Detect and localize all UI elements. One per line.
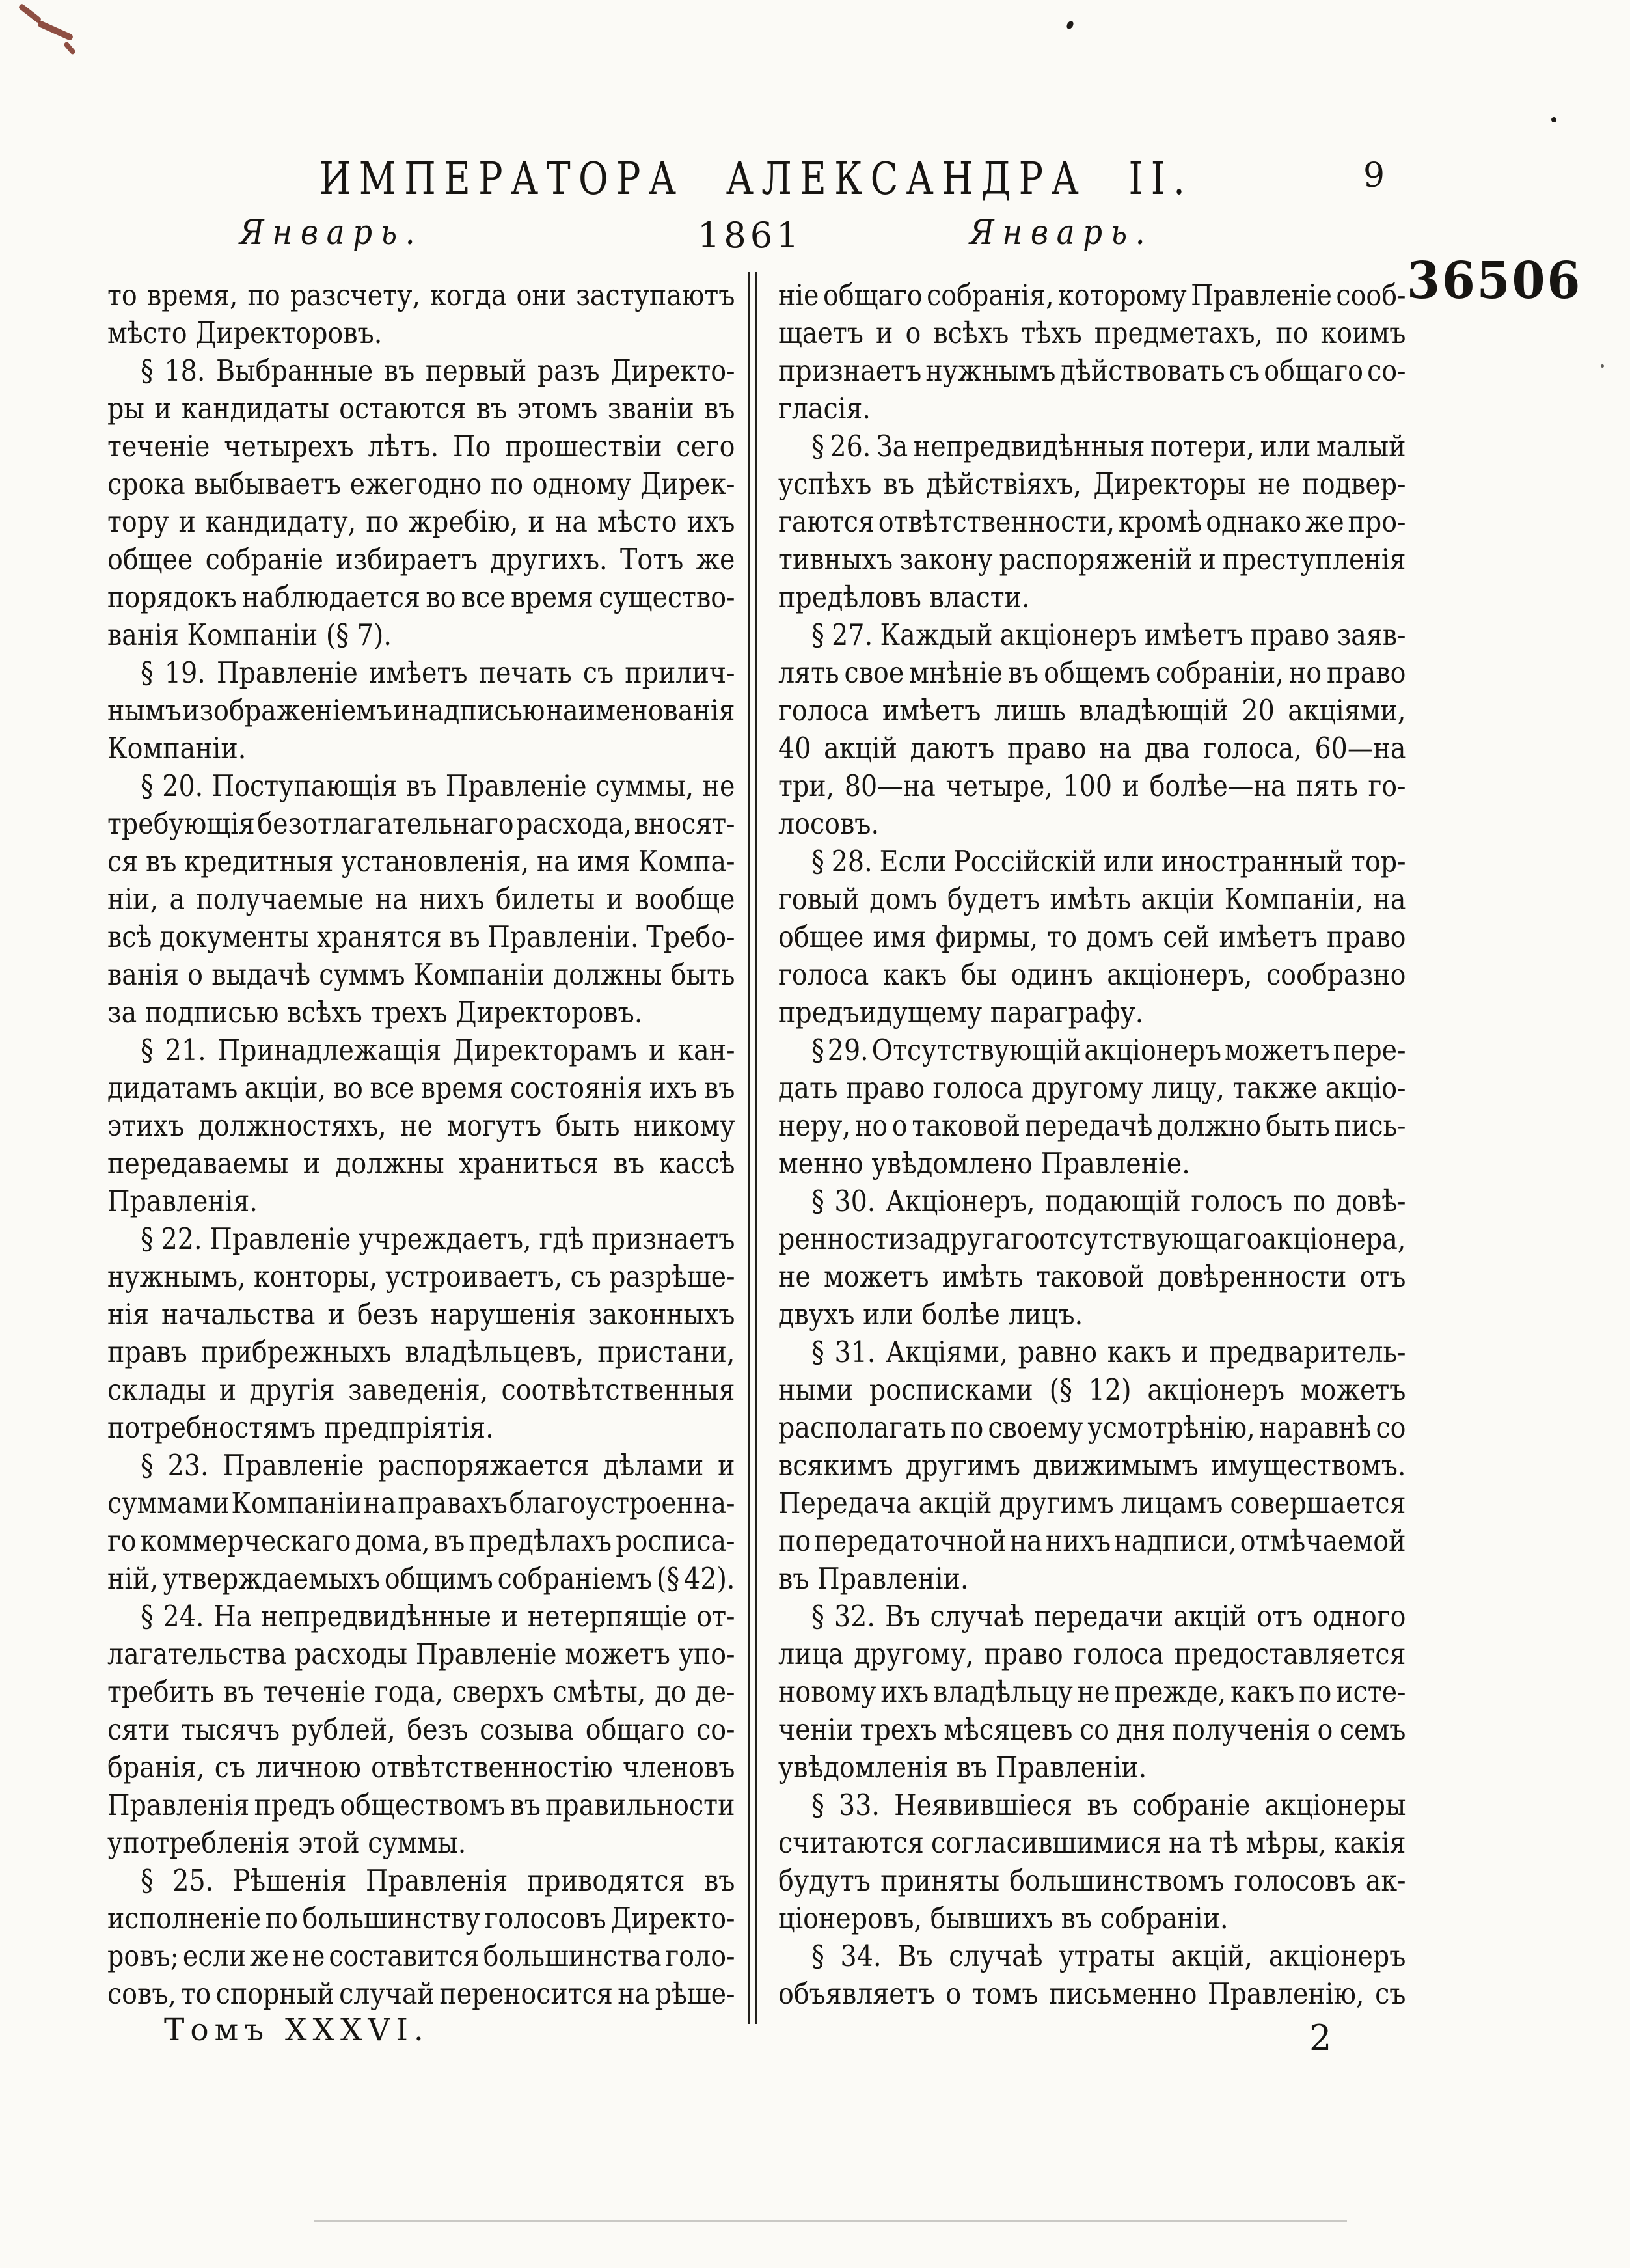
page-number: 9 — [1363, 156, 1385, 195]
text-line: § 31. Акціями, равно какъ и предваритель- — [811, 1335, 1406, 1369]
text-line: ры и кандидаты остаются въ этомъ званіи въ — [107, 391, 735, 426]
scan-artifact-line — [314, 2220, 1347, 2222]
text-line: § 28. Если Россійскій или иностранный тор- — [811, 844, 1406, 879]
text-line: три, 80—на четыре, 100 и болѣе—на пять го- — [778, 769, 1406, 803]
text-line: ній, утверждаемыхъ общимъ собраніемъ (§ 42). — [107, 1561, 735, 1596]
ink-mark — [18, 3, 42, 24]
text-line: § 21. Принадлежащія Директорамъ и кан- — [141, 1033, 735, 1067]
text-line: неру, но о таковой передачѣ должно быть пись- — [778, 1108, 1406, 1143]
text-line: голоса имѣетъ лишь владѣющій 20 акціями, — [778, 693, 1406, 728]
text-line: бранія, съ личною отвѣтственностію членовъ — [107, 1750, 735, 1784]
text-line: употребленія этой суммы. — [107, 1825, 467, 1860]
text-line: ціонеровъ, бывшихъ въ собраніи. — [778, 1901, 1229, 1935]
text-line: общее собраніе избираетъ другихъ. Тотъ же — [107, 542, 735, 577]
text-line: объявляетъ о томъ письменно Правленію, съ — [778, 1976, 1406, 2011]
month-label-left: Январь. — [239, 213, 424, 253]
text-line: гласія. — [778, 391, 871, 426]
text-line: § 33. Неявившіеся въ собраніе акціонеры — [811, 1788, 1406, 1822]
text-line: общее имя фирмы, то домъ сей имѣетъ право — [778, 920, 1406, 954]
text-line: теченіе четырехъ лѣтъ. По прошествіи сего — [107, 429, 735, 463]
text-line: § 27. Каждый акціонеръ имѣетъ право заяв- — [811, 618, 1406, 652]
text-line: дать право голоса другому лицу, также акціо- — [778, 1071, 1406, 1105]
text-line: ванія Компаніи (§ 7). — [107, 618, 392, 652]
text-line: увѣдомленія въ Правленіи. — [778, 1750, 1147, 1784]
text-line: предѣловъ власти. — [778, 580, 1030, 614]
text-line: тору и кандидату, по жребію, и на мѣсто ихъ — [107, 504, 735, 539]
text-line: § 32. Въ случаѣ передачи акцій отъ одного — [811, 1599, 1406, 1633]
text-line: говый домъ будетъ имѣть акціи Компаніи, на — [778, 882, 1406, 916]
text-line: голоса какъ бы одинъ акціонеръ, сообразно — [778, 957, 1406, 992]
text-line: мѣсто Директоровъ. — [107, 316, 383, 350]
text-line: Правленія предъ обществомъ въ правильности — [107, 1788, 735, 1822]
text-line: ченіи трехъ мѣсяцевъ со дня полученія о семъ — [778, 1712, 1406, 1747]
text-line: ся въ кредитныя установленія, на имя Компа- — [107, 844, 735, 879]
text-line: срока выбываетъ ежегодно по одному Дирек- — [107, 467, 735, 501]
text-line: признаетъ нужнымъ дѣйствовать съ общаго со- — [778, 353, 1406, 388]
text-line: 40 акцій даютъ право на два голоса, 60—на — [778, 731, 1406, 765]
text-line: исполненіе по большинству голосовъ Директо- — [107, 1901, 735, 1935]
text-line: не можетъ имѣть таковой довѣренности отъ — [778, 1259, 1406, 1294]
text-line: будутъ приняты большинствомъ голосовъ ак- — [778, 1863, 1406, 1898]
text-line: Передача акцій другимъ лицамъ совершается — [778, 1486, 1406, 1520]
ink-mark — [36, 20, 74, 42]
text-line: Правленія. — [107, 1184, 258, 1218]
text-line: § 22. Правленіе учреждаетъ, гдѣ признаетъ — [141, 1222, 735, 1256]
text-line: потребностямъ предпріятія. — [107, 1410, 494, 1445]
text-line: менно увѣдомлено Правленіе. — [778, 1146, 1190, 1181]
text-line: въ Правленіи. — [778, 1561, 969, 1596]
month-label-right: Январь. — [970, 213, 1154, 253]
text-line: успѣхъ въ дѣйствіяхъ, Директоры не подвер- — [778, 467, 1406, 501]
text-line: § 29. Отсутствующій акціонеръ можетъ пере- — [811, 1033, 1406, 1067]
text-line: предъидущему параграфу. — [778, 995, 1144, 1030]
year-label: 1861 — [698, 215, 803, 256]
text-line: располагать по своему усмотрѣнію, наравнѣ со — [778, 1410, 1406, 1445]
text-line: § 30. Акціонеръ, подающій голосъ по довѣ- — [811, 1184, 1406, 1218]
text-line: тивныхъ закону распоряженій и преступленія — [778, 542, 1406, 577]
text-line: нія начальства и безъ нарушенія законныхъ — [107, 1297, 735, 1332]
text-line: § 23. Правленіе распоряжается дѣлами и — [141, 1448, 735, 1482]
text-line: ніи, а получаемые на нихъ билеты и вообще — [107, 882, 735, 916]
text-line: Компаніи. — [107, 731, 247, 765]
text-line: § 19. Правленіе имѣетъ печать съ прилич- — [141, 655, 735, 690]
text-line: всякимъ другимъ движимымъ имуществомъ. — [778, 1448, 1406, 1482]
text-line: ными росписками (§ 12) акціонеръ можетъ — [778, 1373, 1406, 1407]
text-line: суммами Компаніи на правахъ благоустроенна- — [107, 1486, 735, 1520]
text-line: ніе общаго собранія, которому Правленіе сооб- — [778, 278, 1406, 312]
text-line: ренности за другаго отсутствующаго акціонера, — [778, 1222, 1406, 1256]
text-line: правъ прибрежныхъ владѣльцевъ, пристани, — [107, 1335, 735, 1369]
text-line: § 18. Выбранные въ первый разъ Директо- — [141, 353, 735, 388]
text-line: го коммерческаго дома, въ предѣлахъ росписа- — [107, 1523, 735, 1558]
text-line: этихъ должностяхъ, не могутъ быть никому — [107, 1108, 735, 1143]
volume-footer: Томъ XXXVI. — [164, 2012, 429, 2048]
text-line: лосовъ. — [778, 806, 880, 841]
text-line: нужнымъ, конторы, устроиваетъ, съ разрѣше- — [107, 1259, 735, 1294]
text-line: по передаточной на нихъ надписи, отмѣчаемой — [778, 1523, 1406, 1558]
right-column — [778, 277, 1406, 2013]
signature-mark: 2 — [1309, 2017, 1332, 2058]
text-line: новому ихъ владѣльцу не прежде, какъ по исте- — [778, 1674, 1406, 1709]
text-line: лять свое мнѣніе въ общемъ собраніи, но право — [778, 655, 1406, 690]
text-line: то время, по разсчету, когда они заступаютъ — [107, 278, 735, 312]
text-line: нымъ изображеніемъ и надписью наименованія — [107, 693, 735, 728]
column-divider-rule — [748, 272, 757, 2024]
ink-mark — [63, 41, 76, 55]
text-line: ровъ; если же не составится большинства голо- — [107, 1939, 735, 1973]
text-line: § 34. Въ случаѣ утраты акцій, акціонеръ — [811, 1939, 1406, 1973]
text-line: дидатамъ акціи, во все время состоянія ихъ въ — [107, 1071, 735, 1105]
law-number: 36506 — [1407, 251, 1582, 310]
text-line: за подписью всѣхъ трехъ Директоровъ. — [107, 995, 643, 1030]
text-line: требующія безотлагательнаго расхода, вносят- — [107, 806, 735, 841]
text-line: § 24. На непредвидѣнные и нетерпящіе от- — [141, 1599, 735, 1633]
text-line: совъ, то спорный случай переносится на рѣше- — [107, 1976, 735, 2011]
text-line: порядокъ наблюдается во все время существо- — [107, 580, 735, 614]
text-line: § 26. За непредвидѣнныя потери, или малый — [811, 429, 1406, 463]
text-line: передаваемы и должны храниться въ кассѣ — [107, 1146, 735, 1181]
text-line: лица другому, право голоса предоставляется — [778, 1637, 1406, 1671]
text-line: щаетъ и о всѣхъ тѣхъ предметахъ, по коимъ — [778, 316, 1406, 350]
text-line: ванія о выдачѣ суммъ Компаніи должны быть — [107, 957, 735, 992]
text-line: сяти тысячъ рублей, безъ созыва общаго со- — [107, 1712, 735, 1747]
text-line: считаются согласившимися на тѣ мѣры, какія — [778, 1825, 1406, 1860]
text-line: § 25. Рѣшенія Правленія приводятся въ — [141, 1863, 735, 1898]
dust-speck — [1551, 117, 1556, 122]
text-line: всѣ документы хранятся въ Правленіи. Требо- — [107, 920, 735, 954]
left-column — [107, 277, 735, 2013]
dust-speck — [1065, 20, 1074, 31]
text-line: двухъ или болѣе лицъ. — [778, 1297, 1083, 1332]
text-line: требить въ теченіе года, сверхъ смѣты, до де- — [107, 1674, 735, 1709]
dust-speck — [1601, 364, 1604, 368]
text-line: склады и другія заведенія, соотвѣтственныя — [107, 1373, 735, 1407]
text-line: гаются отвѣтственности, кромѣ однако же про- — [778, 504, 1406, 539]
text-line: § 20. Поступающія въ Правленіе суммы, не — [141, 769, 735, 803]
page-header-title: ИМПЕРАТОРА АЛЕКСАНДРА II. — [319, 154, 1193, 205]
text-line: лагательства расходы Правленіе можетъ упо- — [107, 1637, 735, 1671]
